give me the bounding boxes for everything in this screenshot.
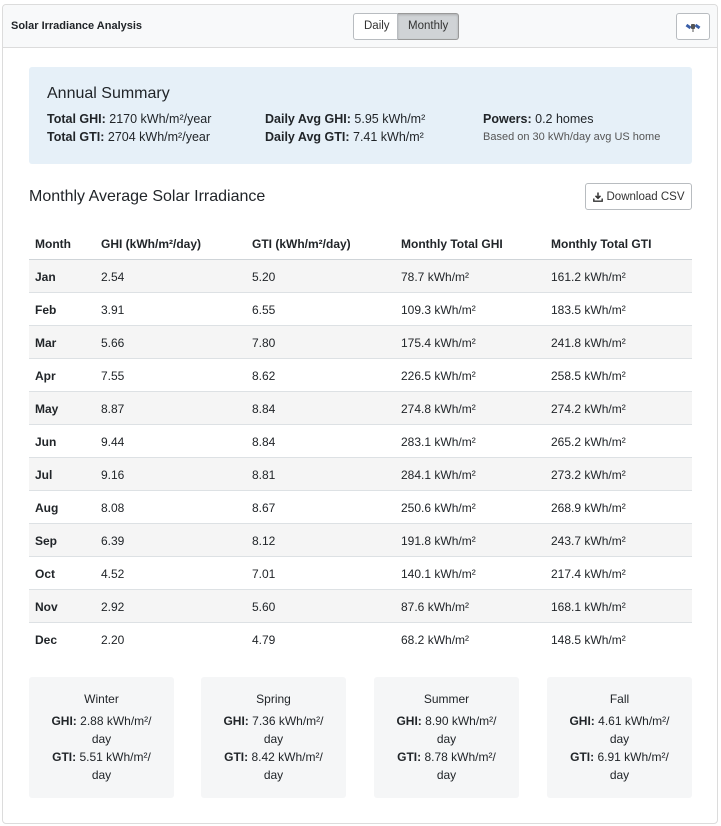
satellite-button[interactable]: [676, 13, 710, 40]
cell-ghi: 8.87: [101, 402, 125, 416]
cell-month: Mar: [35, 336, 57, 350]
powers-note: Based on 30 kWh/day avg US home: [483, 131, 661, 143]
cell-total-ghi: 274.8 kWh/m²: [401, 402, 476, 416]
cell-total-gti: 243.7 kWh/m²: [551, 534, 626, 548]
cell-total-gti: 273.2 kWh/m²: [551, 468, 626, 482]
header-monthly-total-ghi: Monthly Total GHI: [401, 237, 503, 251]
cell-ghi: 4.52: [101, 567, 125, 581]
cell-ghi: 5.66: [101, 336, 125, 350]
cell-month: Dec: [35, 633, 58, 647]
cell-total-gti: 183.5 kWh/m²: [551, 303, 626, 317]
cell-total-gti: 217.4 kWh/m²: [551, 567, 626, 581]
powers-homes: Powers: 0.2 homes: [483, 112, 594, 126]
table-row: [29, 425, 692, 458]
app-header: [3, 5, 717, 48]
cell-gti: 8.81: [252, 468, 276, 482]
season-ghi: GHI: 4.61 kWh/m²/ day: [569, 714, 670, 746]
season-gti: GTI: 8.42 kWh/m²/ day: [224, 750, 323, 782]
cell-month: Jul: [35, 468, 53, 482]
table-row: [29, 392, 692, 425]
app-title: Solar Irradiance Analysis: [11, 20, 143, 32]
download-icon: [593, 192, 603, 202]
cell-gti: 7.01: [252, 567, 276, 581]
cell-total-gti: 241.8 kWh/m²: [551, 336, 626, 350]
cell-total-gti: 161.2 kWh/m²: [551, 270, 626, 284]
daily-toggle-button[interactable]: Daily: [353, 13, 398, 40]
season-gti: GTI: 5.51 kWh/m²/ day: [52, 750, 151, 782]
cell-month: Apr: [35, 369, 56, 383]
main-panel: [2, 4, 718, 824]
cell-gti: 8.67: [252, 501, 276, 515]
table-row: [29, 590, 692, 623]
cell-ghi: 8.08: [101, 501, 125, 515]
cell-gti: 8.62: [252, 369, 276, 383]
cell-gti: 8.84: [252, 402, 276, 416]
cell-total-ghi: 191.8 kWh/m²: [401, 534, 476, 548]
annual-summary: [29, 67, 692, 164]
season-card-winter: [29, 677, 174, 798]
download-csv-label: Download CSV: [606, 190, 685, 203]
season-ghi: GHI: 7.36 kWh/m²/ day: [223, 714, 324, 746]
season-ghi: GHI: 2.88 kWh/m²/ day: [51, 714, 152, 746]
daily-avg-ghi: Daily Avg GHI: 5.95 kWh/m²: [265, 112, 426, 126]
season-gti: GTI: 8.78 kWh/m²/ day: [397, 750, 496, 782]
cell-total-ghi: 87.6 kWh/m²: [401, 600, 470, 614]
cell-total-ghi: 78.7 kWh/m²: [401, 270, 470, 284]
cell-month: Sep: [35, 534, 58, 548]
monthly-table: [29, 228, 692, 656]
cell-ghi: 6.39: [101, 534, 125, 548]
cell-month: Aug: [35, 501, 59, 515]
cell-ghi: 2.20: [101, 633, 125, 647]
cell-gti: 5.20: [252, 270, 276, 284]
cell-total-ghi: 68.2 kWh/m²: [401, 633, 470, 647]
cell-month: Nov: [35, 600, 58, 614]
season-name: Fall: [609, 692, 630, 706]
cell-ghi: 9.16: [101, 468, 125, 482]
header-gti: GTI (kWh/m²/day): [252, 237, 351, 251]
table-row: [29, 458, 692, 491]
cell-total-ghi: 283.1 kWh/m²: [401, 435, 476, 449]
view-toggle: [353, 13, 459, 40]
table-row: [29, 524, 692, 557]
table-row: [29, 491, 692, 524]
cell-gti: 4.79: [252, 633, 276, 647]
cell-month: Feb: [35, 303, 57, 317]
cell-total-gti: 274.2 kWh/m²: [551, 402, 626, 416]
total-ghi: Total GHI: 2170 kWh/m²/year: [47, 112, 212, 126]
header-monthly-total-gti: Monthly Total GTI: [551, 237, 652, 251]
cell-ghi: 3.91: [101, 303, 125, 317]
daily-avg-gti: Daily Avg GTI: 7.41 kWh/m²: [265, 130, 424, 144]
cell-month: Oct: [35, 567, 56, 581]
cell-total-gti: 258.5 kWh/m²: [551, 369, 626, 383]
cell-gti: 7.80: [252, 336, 276, 350]
cell-total-gti: 265.2 kWh/m²: [551, 435, 626, 449]
cell-month: May: [35, 402, 59, 416]
cell-gti: 8.84: [252, 435, 276, 449]
season-name: Summer: [423, 692, 470, 706]
cell-ghi: 2.54: [101, 270, 125, 284]
season-card-spring: [201, 677, 346, 798]
cell-total-gti: 148.5 kWh/m²: [551, 633, 626, 647]
season-ghi: GHI: 8.90 kWh/m²/ day: [396, 714, 497, 746]
season-card-fall: [547, 677, 692, 798]
cell-ghi: 7.55: [101, 369, 125, 383]
cell-ghi: 2.92: [101, 600, 125, 614]
total-gti: Total GTI: 2704 kWh/m²/year: [47, 130, 211, 144]
header-month: Month: [35, 237, 71, 251]
season-name: Winter: [84, 692, 119, 706]
table-row: [29, 260, 692, 293]
table-row: [29, 326, 692, 359]
annual-summary-title: Annual Summary: [47, 85, 170, 102]
cell-total-ghi: 250.6 kWh/m²: [401, 501, 476, 515]
table-row: [29, 557, 692, 590]
cell-gti: 5.60: [252, 600, 276, 614]
table-body: [29, 260, 692, 656]
cell-total-ghi: 175.4 kWh/m²: [401, 336, 476, 350]
cell-gti: 8.12: [252, 534, 276, 548]
cell-ghi: 9.44: [101, 435, 125, 449]
season-name: Spring: [256, 692, 291, 706]
cell-total-ghi: 226.5 kWh/m²: [401, 369, 476, 383]
cell-total-ghi: 140.1 kWh/m²: [401, 567, 476, 581]
table-row: [29, 359, 692, 392]
season-gti: GTI: 6.91 kWh/m²/ day: [570, 750, 669, 782]
cell-total-ghi: 109.3 kWh/m²: [401, 303, 476, 317]
table-row: [29, 623, 692, 656]
cell-month: Jan: [35, 270, 56, 284]
season-card-summer: [374, 677, 519, 798]
section-title: Monthly Average Solar Irradiance: [29, 188, 266, 205]
download-csv-button[interactable]: [585, 183, 692, 210]
cell-month: Jun: [35, 435, 57, 449]
table-row: [29, 293, 692, 326]
monthly-toggle-button[interactable]: Monthly: [398, 13, 459, 40]
cell-total-gti: 168.1 kWh/m²: [551, 600, 626, 614]
cell-gti: 6.55: [252, 303, 276, 317]
cell-total-gti: 268.9 kWh/m²: [551, 501, 626, 515]
satellite-icon: [685, 20, 701, 34]
header-ghi: GHI (kWh/m²/day): [101, 237, 202, 251]
table-header: [29, 228, 692, 260]
cell-total-ghi: 284.1 kWh/m²: [401, 468, 476, 482]
